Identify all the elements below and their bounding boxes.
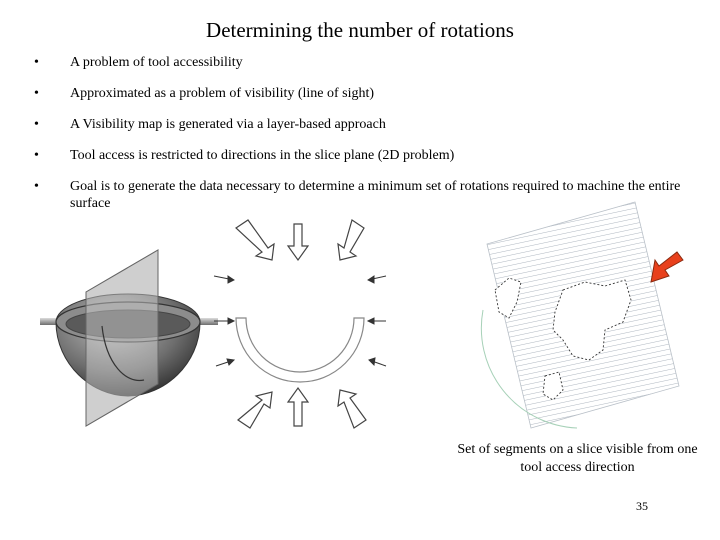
figure-caption: Set of segments on a slice visible from one tool access direction <box>457 442 698 475</box>
bullet-item: • A problem of tool accessibility <box>34 54 684 71</box>
tool-arrows-bottom <box>238 388 366 428</box>
bowl-slice-diagram <box>36 214 436 434</box>
tool-arrows-top <box>236 220 364 260</box>
bullet-item: • Tool access is restricted to directions in the slice plane (2D problem) <box>34 147 684 164</box>
rod-left <box>40 318 58 325</box>
slide-title: Determining the number of rotations <box>206 18 514 42</box>
visibility-slice-diagram <box>455 190 700 440</box>
slice-semicircle <box>236 318 364 382</box>
bullet-item: • Goal is to generate the data necessary to determine a minimum set of rotations required to machine the entire surface <box>34 178 684 212</box>
page-number: 35 <box>636 499 648 513</box>
bullet-item: • Approximated as a problem of visibility (line of sight) <box>34 85 684 102</box>
slice-plane-front <box>86 250 158 426</box>
tool-direction-arrow <box>651 252 683 282</box>
bullet-item: • A Visibility map is generated via a layer-based approach <box>34 116 684 133</box>
